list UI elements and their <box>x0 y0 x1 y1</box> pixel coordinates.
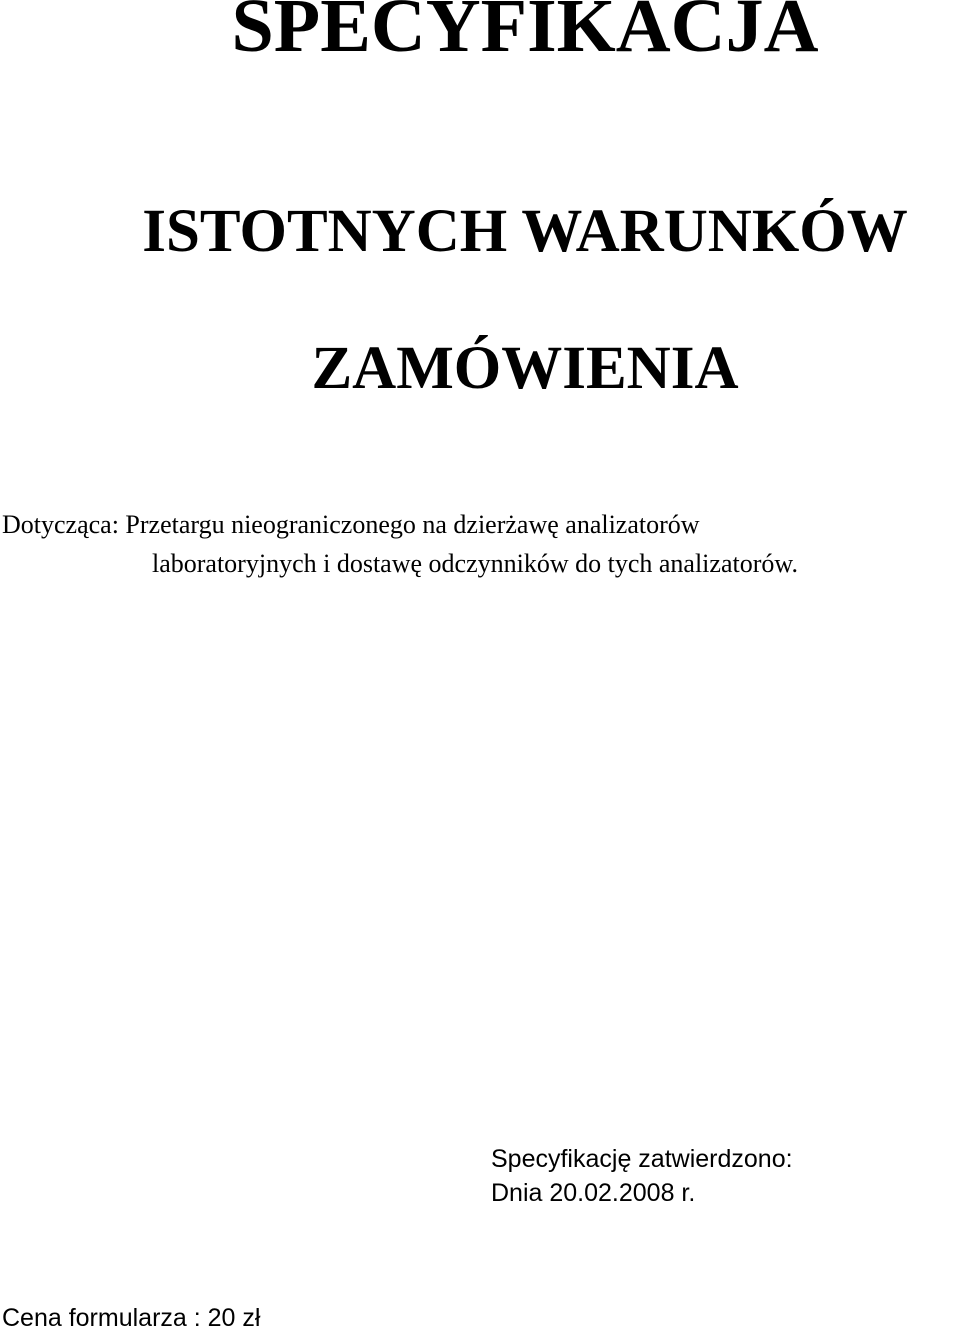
document-title-line-1: SPECYFIKACJA <box>231 0 819 68</box>
subject-line-1: Dotycząca: Przetargu nieograniczonego na dzierżawę analizatorów <box>2 510 700 539</box>
subject-line-2: laboratoryjnych i dostawę odczynników do tych analizatorów. <box>152 549 798 578</box>
approval-label: Specyfikację zatwierdzono: <box>491 1145 793 1173</box>
approval-date: Dnia 20.02.2008 r. <box>491 1179 696 1207</box>
document-title-line-2: ISTOTNYCH WARUNKÓW <box>142 198 908 265</box>
form-price: Cena formularza : 20 zł <box>2 1304 261 1332</box>
document-title-line-3: ZAMÓWIENIA <box>311 335 739 402</box>
